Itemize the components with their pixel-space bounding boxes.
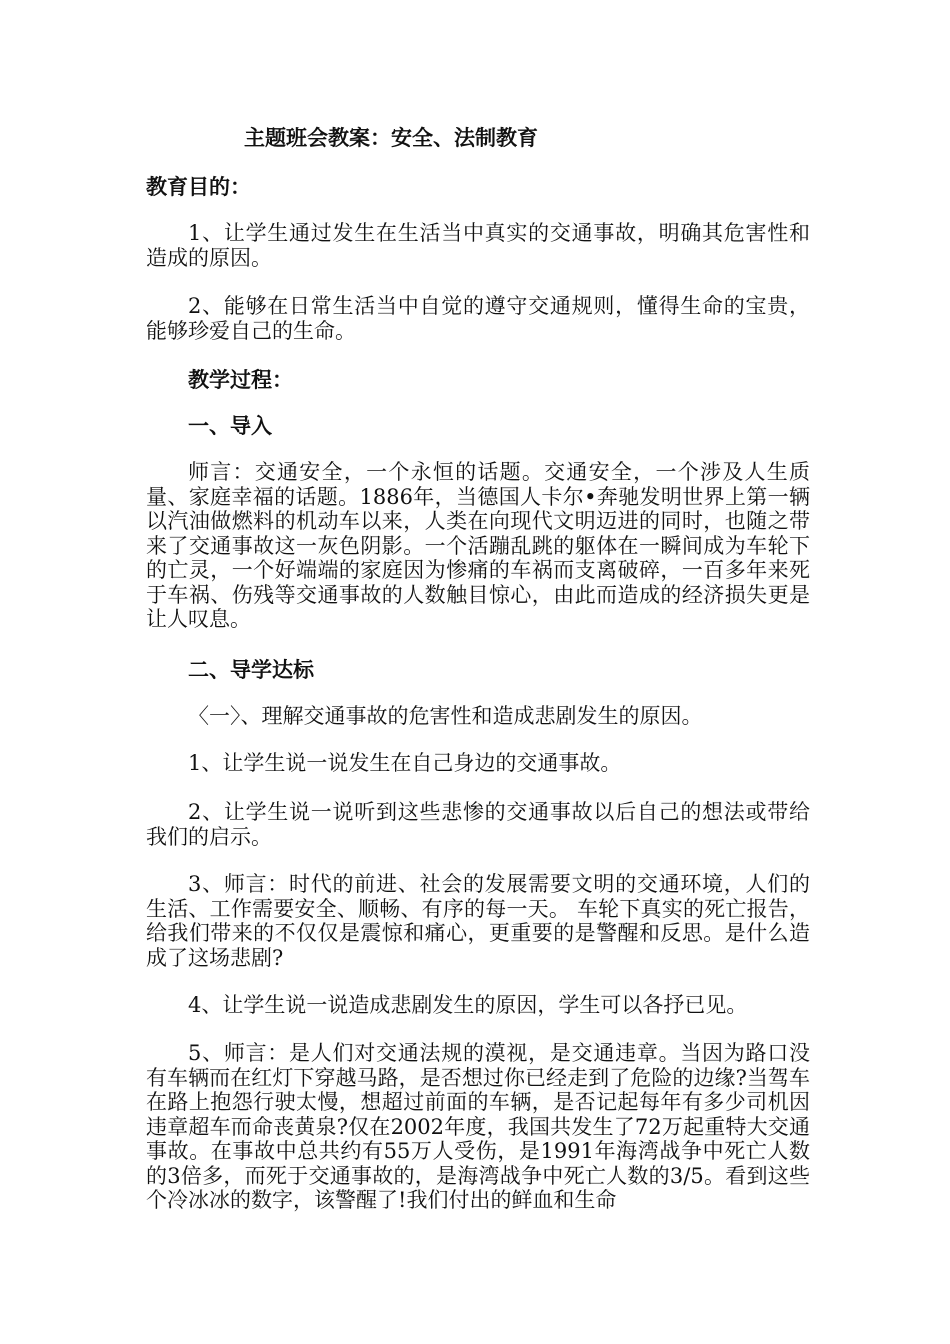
section1-paragraph: 师言：交通安全，一个永恒的话题。交通安全，一个涉及人生质量、家庭幸福的话题。1886年，当德国人卡尔•奔驰发明世界上第一辆以汽油做燃料的机动车以来，人类在向现代文明迈进的同时，也随之带来了交通事故这一灰色阴影。一个活蹦乱跳的躯体在一瞬间成为车轮下的亡灵，一个好端端的家庭因为惨痛的车祸而支离破碎，一百多年来死于车祸、伤残等交通事故的人数触目惊心，由此而造成的经济损失更是让人叹息。 bbox=[146, 460, 810, 631]
section2-subheading: 〈一〉、理解交通事故的危害性和造成悲剧发生的原因。 bbox=[188, 704, 703, 728]
purpose-item-1: 1、让学生通过发生在生活当中真实的交通事故，明确其危害性和造成的原因。 bbox=[146, 221, 810, 270]
section2-item-5: 5、师言：是人们对交通法规的漠视，是交通违章。当因为路口没有车辆而在红灯下穿越马路，是否想过你已经走到了危险的边缘?当驾车在路上抱怨行驶太慢，想超过前面的车辆，是否记起每年有多少司机因违章超车而命丧黄泉?仅在2002年度，我国共发生了72万起重特大交通事故。在事故中总共约有55万人受伤，是1991年海湾战争中死亡人数的3倍多，而死于交通事故的，是海湾战争中死亡人数的3/5。看到这些个冷冰冰的数字，该警醒了!我们付出的鲜血和生命 bbox=[146, 1041, 810, 1212]
section2-item-2: 2、让学生说一说听到这些悲惨的交通事故以后自己的想法或带给我们的启示。 bbox=[146, 800, 810, 849]
section2-item-3: 3、师言：时代的前进、社会的发展需要文明的交通环境，人们的生活、工作需要安全、顺畅、有序的每一天。 车轮下真实的死亡报告，给我们带来的不仅仅是震惊和痛心，更重要的是警醒和反思。是什么造成了这场悲剧? bbox=[146, 872, 810, 970]
purpose-item-2: 2、能够在日常生活当中自觉的遵守交通规则，懂得生命的宝贵，能够珍爱自己的生命。 bbox=[146, 294, 810, 343]
purpose-heading: 教育目的： bbox=[146, 174, 251, 199]
process-heading: 教学过程： bbox=[188, 367, 293, 392]
document-title: 主题班会教案：安全、法制教育 bbox=[244, 125, 538, 150]
section2-item-1: 1、让学生说一说发生在自己身边的交通事故。 bbox=[188, 751, 622, 775]
section2-item-4: 4、让学生说一说造成悲剧发生的原因，学生可以各抒已见。 bbox=[188, 993, 748, 1017]
section1-heading: 一、导入 bbox=[188, 413, 272, 438]
section2-heading: 二、导学达标 bbox=[188, 657, 314, 682]
